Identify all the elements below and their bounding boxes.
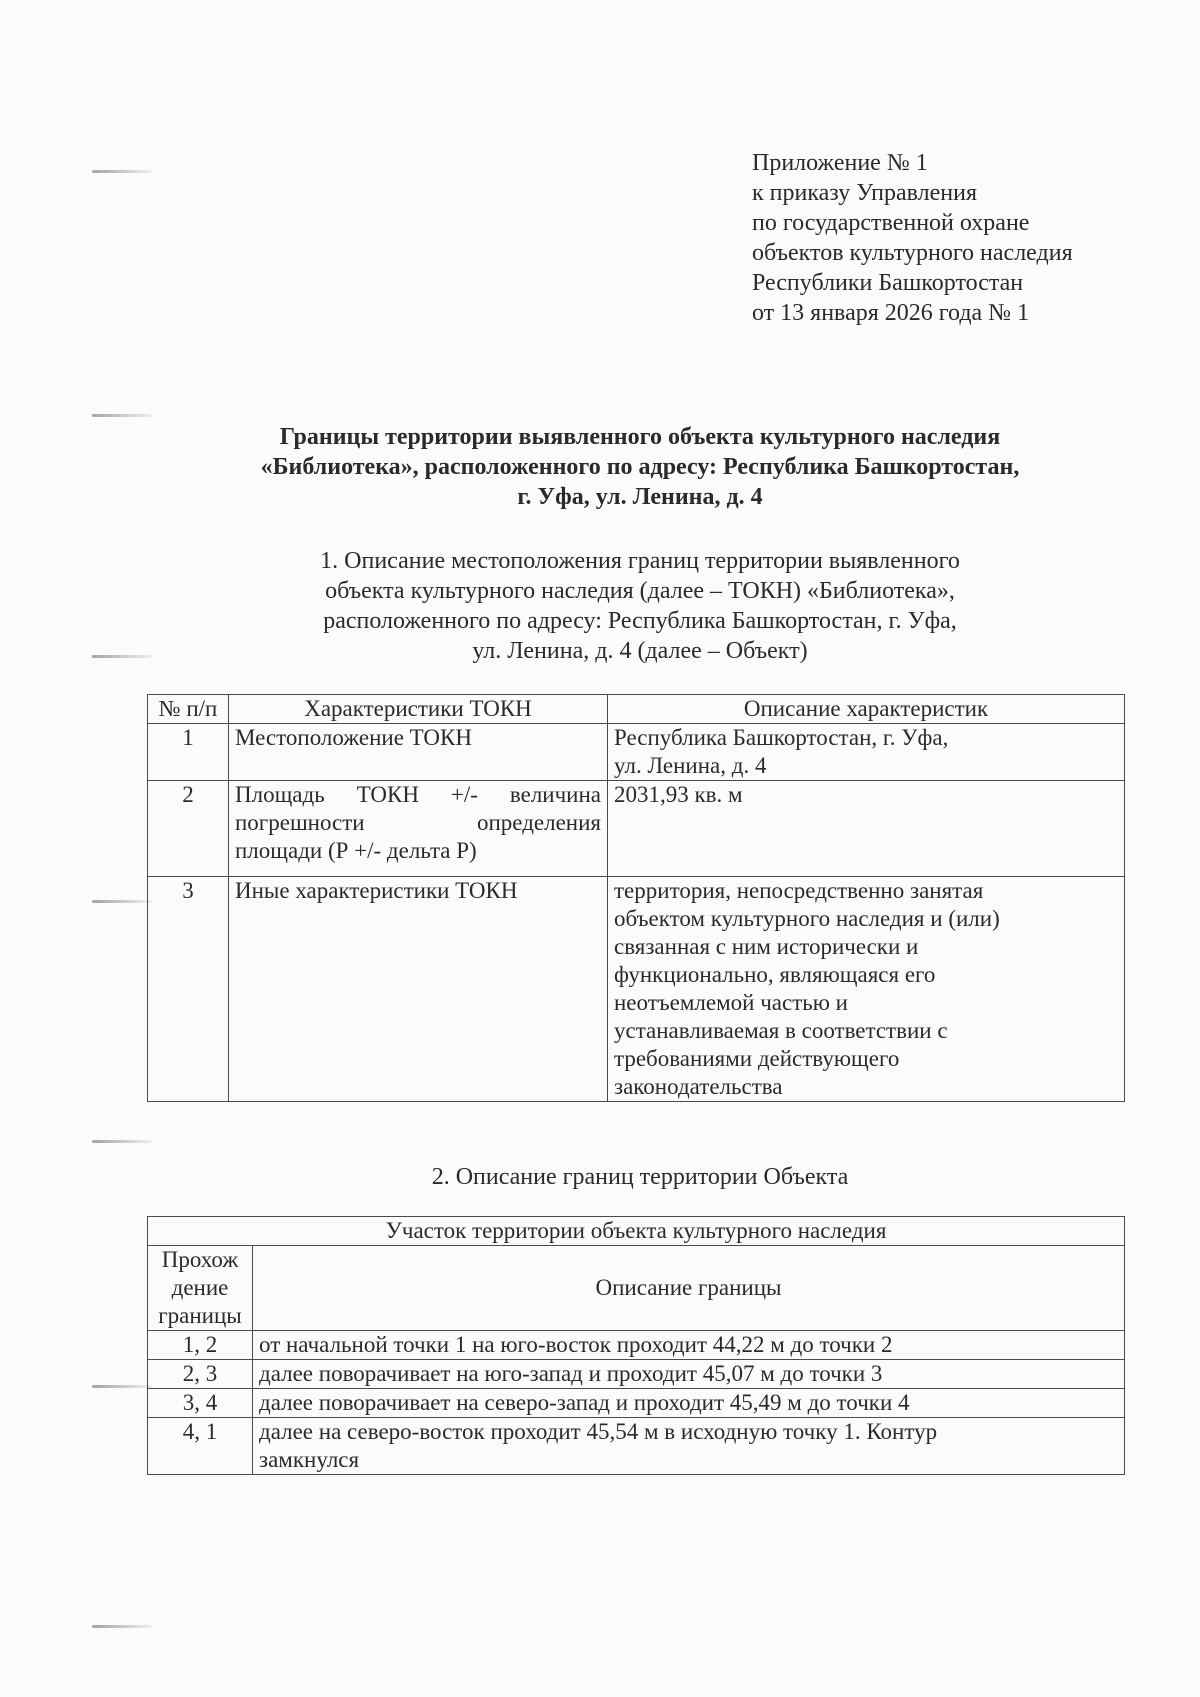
- section1-line: ул. Ленина, д. 4 (далее – Объект): [472, 638, 808, 664]
- scan-mark: [92, 655, 152, 658]
- header-boundary-description: Описание границы: [253, 1246, 1125, 1331]
- span-header: Участок территории объекта культурного наследия: [148, 1217, 1125, 1246]
- cell-line: далее поворачивает на юго-запад и проходит 45,07 м до точки 3: [259, 1361, 883, 1386]
- appendix-line: к приказу Управления: [752, 180, 978, 206]
- table-span-header-row: [148, 1217, 1125, 1246]
- scan-mark: [92, 900, 152, 903]
- cell-line: ул. Ленина, д. 4: [614, 753, 767, 778]
- cell-line: далее на северо-восток проходит 45,54 м в исходную точку 1. Контур: [259, 1419, 938, 1444]
- cell-line: Республика Башкортостан, г. Уфа,: [614, 725, 949, 750]
- row-pass: 4, 1: [148, 1418, 253, 1475]
- title-line: «Библиотека», расположенного по адресу: Республика Башкортостан,: [260, 454, 1020, 480]
- cell-line: функционально, являющаяся его: [614, 962, 936, 987]
- appendix-line: от 13 января 2026 года № 1: [752, 300, 1030, 326]
- row-pass: 1, 2: [148, 1331, 253, 1360]
- appendix-line: Приложение № 1: [752, 150, 928, 176]
- row-characteristic: [229, 781, 608, 877]
- section1-line: объекта культурного наследия (далее – ТОКН) «Библиотека»,: [325, 578, 955, 604]
- header-line: границы: [158, 1303, 242, 1328]
- row-description: [608, 877, 1125, 1102]
- cell-line: замкнулся: [259, 1447, 360, 1472]
- cell-line: требованиями действующего: [614, 1046, 900, 1071]
- header-characteristics: Характеристики ТОКН: [229, 695, 608, 724]
- scan-mark: [92, 170, 152, 173]
- row-characteristic: [229, 877, 608, 1102]
- cell-line: 2031,93 кв. м: [614, 782, 743, 807]
- section1-line: 1. Описание местоположения границ территории выявленного: [320, 548, 960, 574]
- cell-line: Иные характеристики ТОКН: [235, 878, 518, 903]
- table-row: [148, 877, 1125, 1102]
- row-description: [608, 724, 1125, 781]
- scan-mark: [92, 1140, 152, 1143]
- table-header-row: [148, 1246, 1125, 1331]
- boundary-table: [147, 1216, 1125, 1475]
- header-line: дение: [171, 1275, 229, 1300]
- header-line: Прохож: [161, 1247, 239, 1272]
- cell-line: устанавливаемая в соответствии с: [614, 1018, 948, 1043]
- row-description: [608, 781, 1125, 877]
- cell-line: Местоположение ТОКН: [235, 725, 472, 750]
- appendix-line: объектов культурного наследия: [752, 240, 1073, 266]
- appendix-line: Республики Башкортостан: [752, 270, 1024, 296]
- row-num: 2: [148, 781, 229, 877]
- cell-line: территория, непосредственно занятая: [614, 878, 984, 903]
- scan-mark: [92, 414, 152, 417]
- appendix-line: по государственной охране: [752, 210, 1030, 236]
- header-description: Описание характеристик: [608, 695, 1125, 724]
- cell-line: законодательства: [614, 1074, 783, 1099]
- row-num: 3: [148, 877, 229, 1102]
- cell-line: связанная с ним исторически и: [614, 934, 919, 959]
- characteristics-table: [147, 694, 1125, 1102]
- section1-line: расположенного по адресу: Республика Башкортостан, г. Уфа,: [323, 608, 957, 634]
- table-row: [148, 1360, 1125, 1389]
- cell-line: площади (Р +/- дельта Р): [235, 838, 477, 863]
- title-line: г. Уфа, ул. Ленина, д. 4: [517, 484, 763, 510]
- section2-heading: 2. Описание границ территории Объекта: [431, 1164, 849, 1190]
- scan-mark: [92, 1385, 152, 1388]
- row-characteristic: [229, 724, 608, 781]
- table-row: [148, 724, 1125, 781]
- table-header-row: [148, 695, 1125, 724]
- cell-line: неотъемлемой частью и: [614, 990, 848, 1015]
- appendix-header: [752, 148, 1073, 328]
- row-pass: 3, 4: [148, 1389, 253, 1418]
- cell-line: Площадь ТОКН +/- величина: [235, 782, 601, 807]
- row-boundary: [253, 1418, 1125, 1475]
- scan-mark: [92, 1625, 152, 1628]
- table-row: [148, 781, 1125, 877]
- row-boundary: [253, 1331, 1125, 1360]
- cell-line: от начальной точки 1 на юго-восток проходит 44,22 м до точки 2: [259, 1332, 893, 1357]
- header-num: № п/п: [148, 695, 229, 724]
- section1-heading: [220, 546, 1060, 666]
- header-pass: [148, 1246, 253, 1331]
- cell-line: далее поворачивает на северо-запад и проходит 45,49 м до точки 4: [259, 1390, 910, 1415]
- document-title: [120, 422, 1160, 512]
- row-num: 1: [148, 724, 229, 781]
- cell-line: погрешности определения: [235, 810, 601, 835]
- row-pass: 2, 3: [148, 1360, 253, 1389]
- table-row: [148, 1331, 1125, 1360]
- table-row: [148, 1389, 1125, 1418]
- table-row: [148, 1418, 1125, 1475]
- cell-line: объектом культурного наследия и (или): [614, 906, 1000, 931]
- row-boundary: [253, 1360, 1125, 1389]
- row-boundary: [253, 1389, 1125, 1418]
- title-line: Границы территории выявленного объекта культурного наследия: [279, 424, 1001, 450]
